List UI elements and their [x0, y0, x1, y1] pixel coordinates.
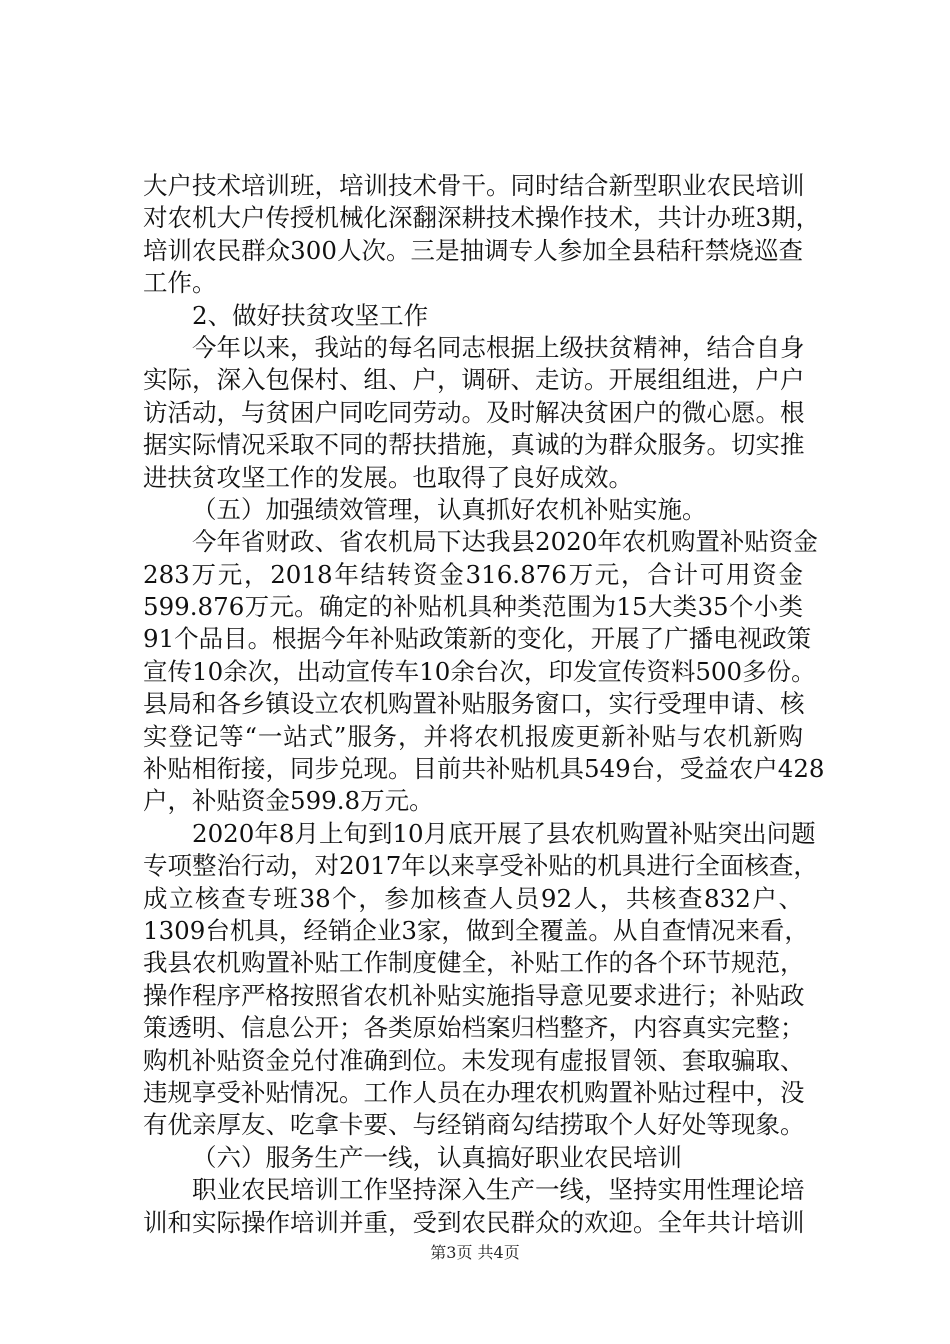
text-line: 据实际情况采取不同的帮扶措施，真诚的为群众服务。切实推 [143, 430, 805, 460]
text-line: 2、做好扶贫攻坚工作 [192, 300, 429, 330]
text-line: 专项整治行动，对2017年以来享受补贴的机具进行全面核查， [143, 851, 818, 881]
text-line: 进扶贫攻坚工作的发展。也取得了良好成效。 [143, 462, 633, 492]
text-line: 我县农机购置补贴工作制度健全，补贴工作的各个环节规范， [143, 948, 805, 978]
text-line: 283万元，2018年结转资金316.876万元，合计可用资金 [143, 559, 803, 589]
text-line: 职业农民培训工作坚持深入生产一线，坚持实用性理论培 [192, 1175, 805, 1205]
page-footer: 第3页 共4页 [430, 1243, 520, 1262]
text-line: 户，补贴资金599.8万元。 [143, 786, 434, 816]
text-line: 对农机大户传授机械化深翻深耕技术操作技术，共计办班3期， [143, 203, 821, 233]
text-line: （六）服务生产一线，认真搞好职业农民培训 [192, 1142, 682, 1172]
text-line: 访活动，与贫困户同吃同劳动。及时解决贫困户的微心愿。根 [143, 397, 805, 427]
text-line: 599.876万元。确定的补贴机具种类范围为15大类35个小类 [143, 592, 803, 622]
text-line: 2020年8月上旬到10月底开展了县农机购置补贴突出问题 [192, 818, 816, 848]
text-line: 实际，深入包保村、组、户，调研、走访。开展组组进，户户 [143, 365, 805, 395]
text-line: 补贴相衔接，同步兑现。目前共补贴机具549台，受益农户428 [143, 754, 825, 784]
text-line: 工作。 [143, 268, 217, 298]
text-line: 县局和各乡镇设立农机购置补贴服务窗口，实行受理申请、核 [143, 689, 805, 719]
text-line: 大户技术培训班，培训技术骨干。同时结合新型职业农民培训 [143, 171, 805, 200]
text-line: 91个品目。根据今年补贴政策新的变化，开展了广播电视政策 [143, 624, 812, 654]
text-line: 培训农民群众300人次。三是抽调专人参加全县秸秆禁烧巡查 [143, 235, 803, 265]
text-line: 购机补贴资金兑付准确到位。未发现有虚报冒领、套取骗取、 [143, 1045, 805, 1075]
text-line: 违规享受补贴情况。工作人员在办理农机购置补贴过程中，没 [143, 1077, 805, 1107]
text-line: 训和实际操作培训并重，受到农民群众的欢迎。全年共计培训 [143, 1207, 805, 1237]
text-line: 宣传10余次，出动宣传车10余台次，印发宣传资料500多份。 [143, 656, 816, 686]
text-line: 成立核查专班38个，参加核查人员92人，共核查832户、 [143, 883, 803, 913]
document-body [143, 170, 825, 1239]
text-line: 1309台机具，经销企业3家，做到全覆盖。从自查情况来看， [143, 915, 809, 945]
text-line: （五）加强绩效管理，认真抓好农机补贴实施。 [192, 494, 707, 524]
text-line: 今年以来，我站的每名同志根据上级扶贫精神，结合自身 [192, 332, 805, 362]
text-line: 今年省财政、省农机局下达我县2020年农机购置补贴资金 [192, 527, 818, 557]
text-line: 策透明、信息公开；各类原始档案归档整齐，内容真实完整； [143, 1013, 805, 1043]
text-line: 有优亲厚友、吃拿卡要、与经销商勾结捞取个人好处等现象。 [143, 1110, 805, 1140]
text-line: 操作程序严格按照省农机补贴实施指导意见要求进行；补贴政 [143, 980, 805, 1010]
text-line: 实登记等“一站式”服务，并将农机报废更新补贴与农机新购 [143, 721, 803, 751]
